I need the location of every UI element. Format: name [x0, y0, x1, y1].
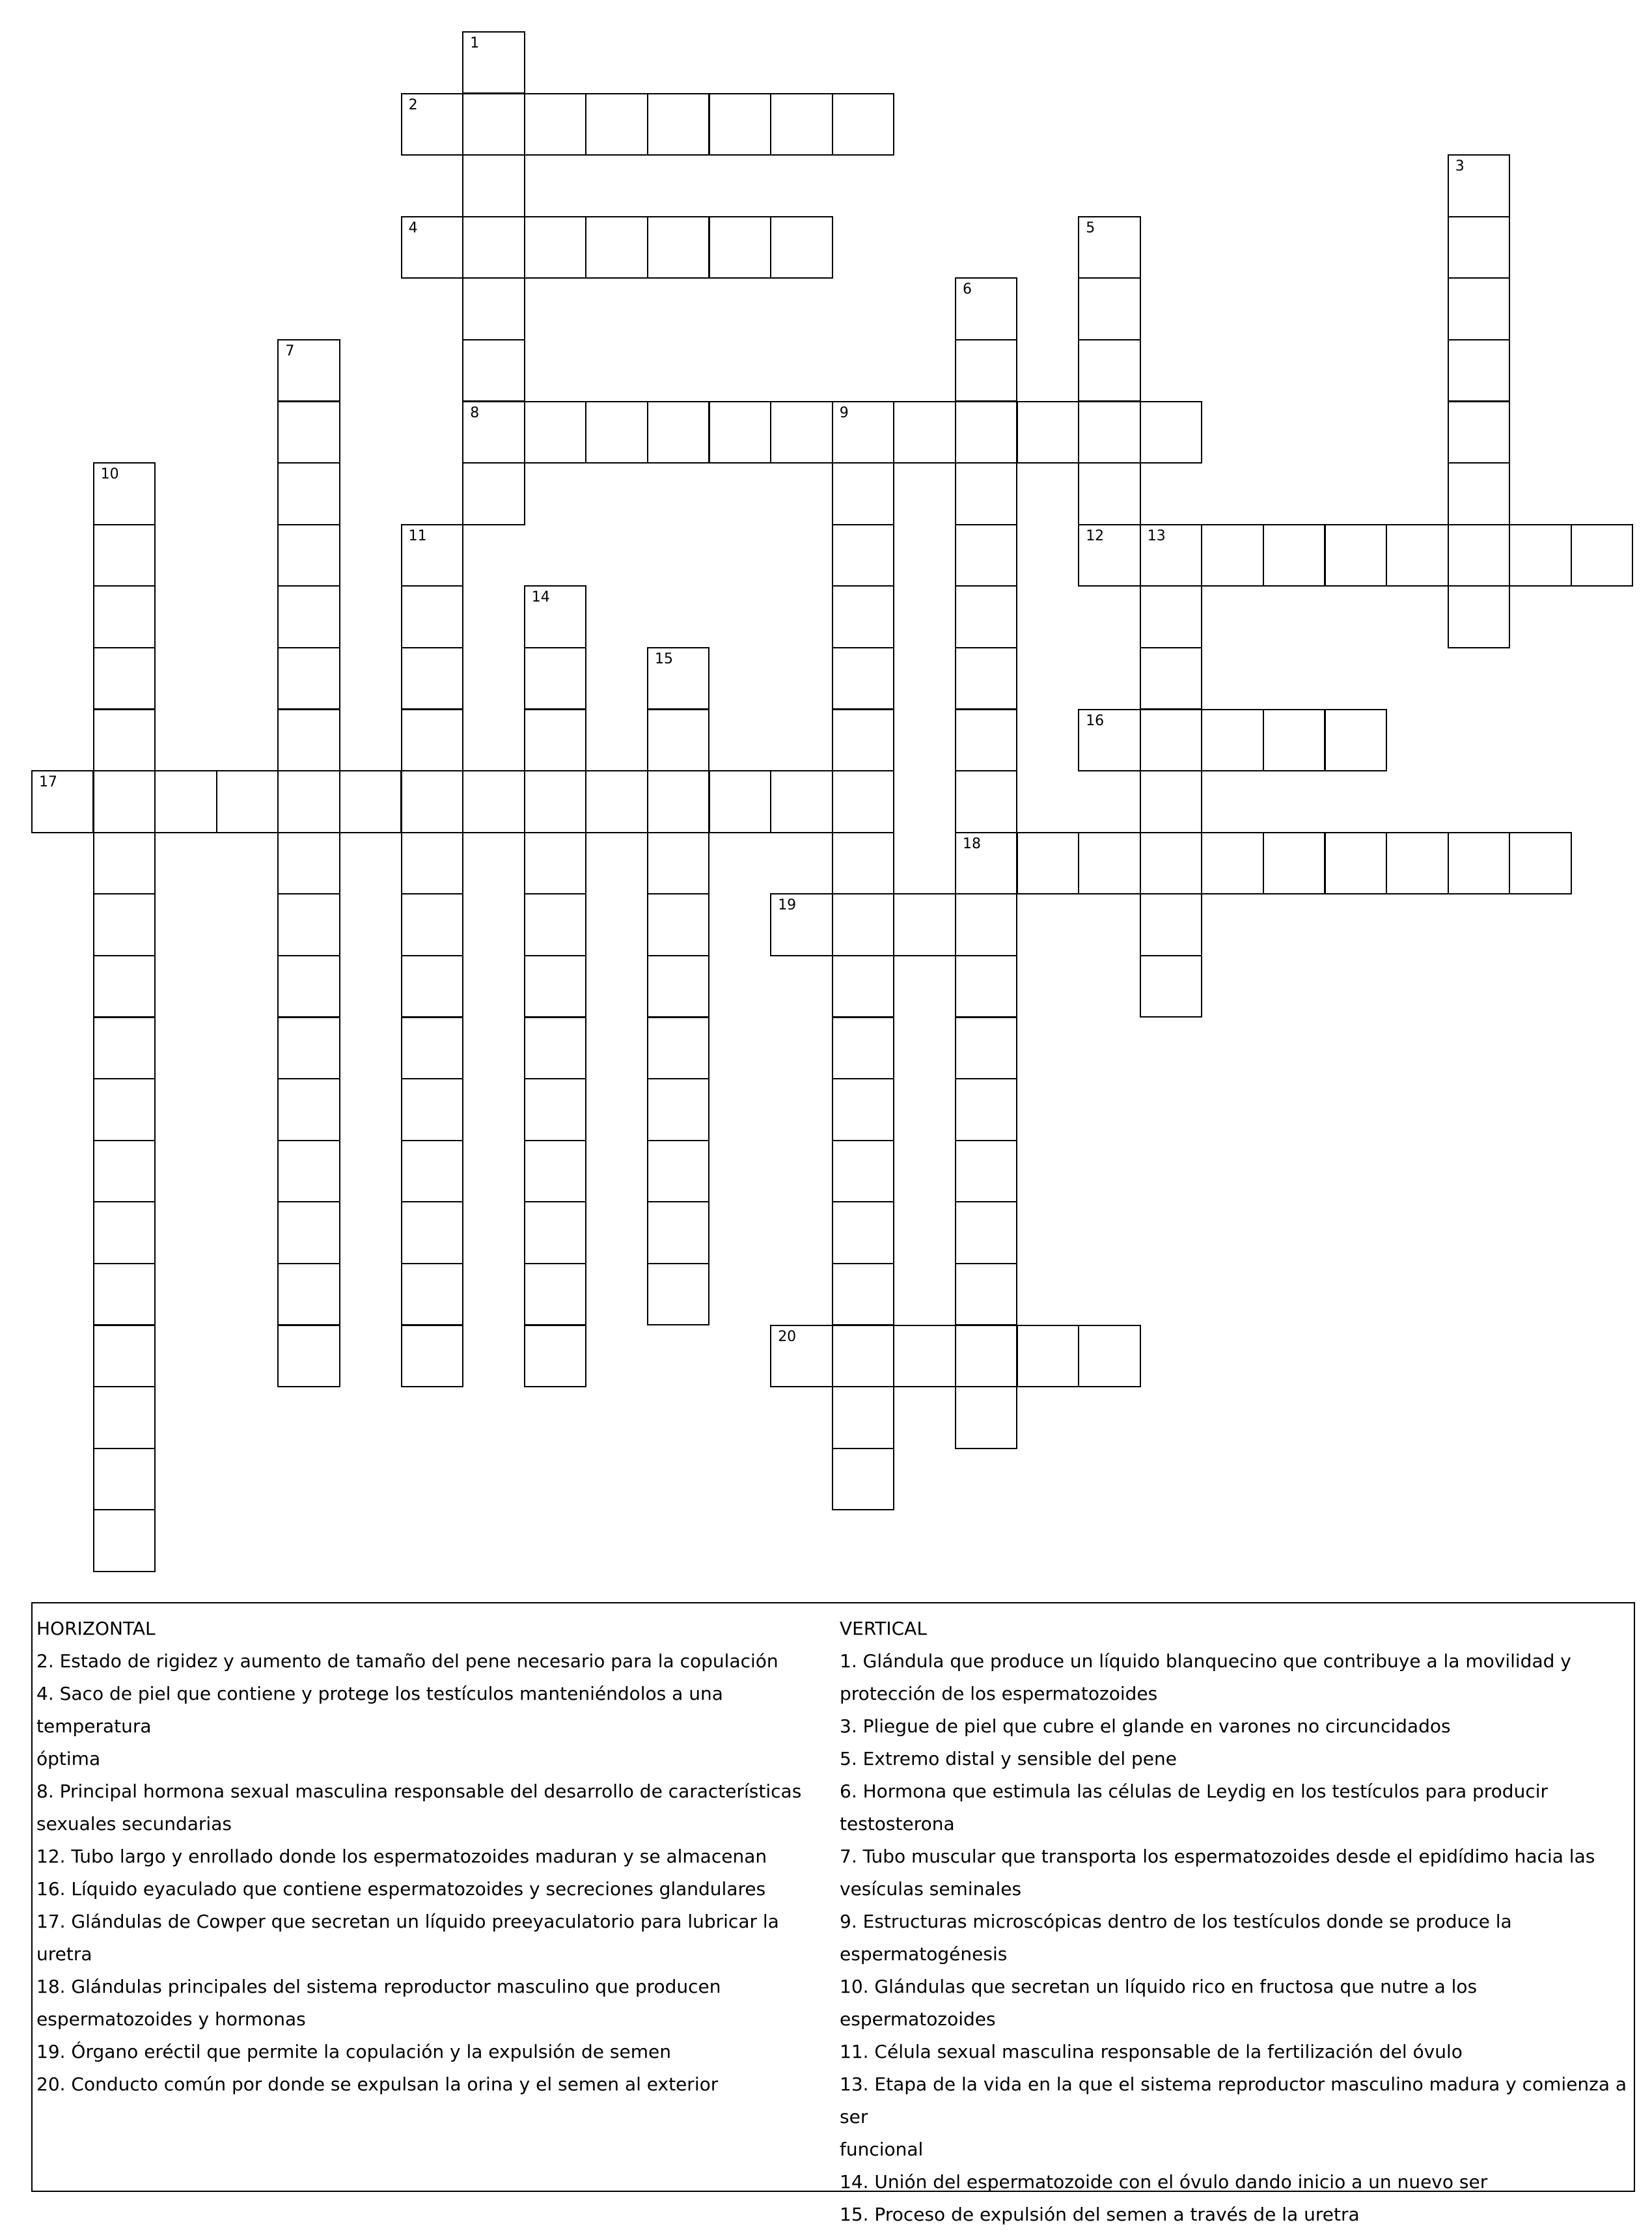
vertical-clues — [840, 1613, 1631, 2231]
crossword-cell[interactable] — [709, 216, 771, 279]
crossword-cell[interactable] — [893, 893, 956, 956]
crossword-cell[interactable] — [277, 647, 340, 710]
crossword-cell[interactable] — [955, 1386, 1017, 1448]
crossword-cell[interactable] — [1263, 524, 1325, 587]
crossword-cell[interactable] — [1078, 462, 1140, 525]
crossword-cell[interactable] — [647, 93, 709, 156]
clue-number: 11 — [408, 527, 427, 544]
crossword-cell[interactable] — [585, 401, 648, 464]
crossword-cell[interactable] — [401, 832, 463, 894]
clue-number: 9 — [839, 404, 849, 421]
crossword-cell[interactable] — [585, 93, 648, 156]
crossword-cell[interactable] — [93, 1263, 156, 1325]
crossword-cell[interactable] — [462, 770, 525, 833]
crossword-cell[interactable] — [955, 893, 1017, 956]
crossword-cell[interactable] — [1509, 832, 1571, 894]
crossword-cell[interactable] — [1448, 339, 1510, 402]
horizontal-clue-line: óptima — [36, 1748, 101, 1769]
crossword-cell[interactable] — [1078, 277, 1140, 340]
crossword-cell[interactable] — [955, 1263, 1017, 1325]
crossword-cell[interactable] — [524, 893, 586, 956]
crossword-cell[interactable] — [1140, 955, 1202, 1018]
vertical-clue-line: 14. Unión del espermatozoide con el óvulo dando inicio a un nuevo ser — [840, 2171, 1488, 2193]
crossword-cell[interactable] — [524, 1140, 586, 1202]
horizontal-clue-line: 4. Saco de piel que contiene y protege los testículos manteniéndolos a una temperatura — [36, 1683, 723, 1737]
crossword-cell[interactable] — [1386, 832, 1448, 894]
crossword-cell[interactable] — [524, 647, 586, 710]
crossword-cell[interactable] — [401, 770, 463, 833]
horizontal-clue-list — [36, 1645, 837, 2101]
crossword-cell[interactable] — [1571, 524, 1633, 587]
clue-number: 5 — [1086, 219, 1095, 236]
crossword-cell[interactable] — [462, 93, 525, 156]
crossword-cell[interactable] — [832, 647, 894, 710]
crossword-cell[interactable] — [955, 1201, 1017, 1264]
crossword-cell[interactable] — [524, 1017, 586, 1079]
crossword-cell[interactable] — [955, 401, 1017, 464]
crossword-cell[interactable] — [1078, 401, 1140, 464]
vertical-clue-line: protección de los espermatozoides — [840, 1683, 1158, 1704]
horizontal-clue-line: 8. Principal hormona sexual masculina responsable del desarrollo de características — [36, 1781, 802, 1802]
crossword-cell[interactable] — [955, 585, 1017, 648]
crossword-cell[interactable] — [462, 216, 525, 279]
crossword-cell[interactable] — [462, 277, 525, 340]
horizontal-clue-line: 12. Tubo largo y enrollado donde los espermatozoides maduran y se almacenan — [36, 1846, 767, 1867]
clue-number: 1 — [470, 35, 480, 51]
crossword-cell[interactable] — [93, 647, 156, 710]
crossword-cell[interactable] — [955, 1140, 1017, 1202]
crossword-cell[interactable] — [893, 401, 956, 464]
crossword-cell[interactable] — [1448, 524, 1510, 587]
horizontal-heading: HORIZONTAL — [36, 1618, 156, 1639]
crossword-cell[interactable] — [1263, 709, 1325, 771]
crossword-cell[interactable] — [277, 893, 340, 956]
crossword-cell[interactable] — [93, 1201, 156, 1264]
crossword-cell-6[interactable] — [955, 277, 1017, 340]
clue-number: 13 — [1147, 527, 1166, 544]
vertical-clue-line: espermatogénesis — [840, 1943, 1008, 1965]
clue-number: 16 — [1086, 712, 1105, 729]
crossword-cell-12[interactable] — [1078, 524, 1140, 587]
crossword-cell[interactable] — [647, 216, 709, 279]
crossword-cell[interactable] — [462, 462, 525, 525]
crossword-cell-17[interactable] — [31, 770, 94, 833]
vertical-clue-line: 9. Estructuras microscópicas dentro de los testículos donde se produce la — [840, 1911, 1512, 1932]
crossword-cell[interactable] — [401, 585, 463, 648]
horizontal-clue-line: espermatozoides y hormonas — [36, 2008, 306, 2030]
horizontal-clue-line: 2. Estado de rigidez y aumento de tamaño del pene necesario para la copulación — [36, 1650, 778, 1672]
crossword-cell[interactable] — [401, 893, 463, 956]
crossword-cell[interactable] — [277, 1017, 340, 1079]
crossword-cell-1[interactable] — [462, 31, 525, 94]
clue-number: 7 — [285, 343, 295, 359]
crossword-cell[interactable] — [832, 93, 894, 156]
clue-number: 3 — [1455, 158, 1465, 175]
crossword-cell[interactable] — [277, 524, 340, 587]
crossword-cell[interactable] — [524, 955, 586, 1018]
crossword-cell[interactable] — [832, 1386, 894, 1448]
crossword-cell[interactable] — [832, 770, 894, 833]
vertical-clue-line: 10. Glándulas que secretan un líquido rico en fructosa que nutre a los espermatozoides — [840, 1976, 1478, 2030]
crossword-cell[interactable] — [1325, 524, 1387, 587]
horizontal-clues — [36, 1613, 837, 2101]
vertical-clue-line: 3. Pliegue de piel que cubre el glande en varones no circuncidados — [840, 1715, 1451, 1737]
crossword-cell[interactable] — [1017, 401, 1079, 464]
crossword-cell[interactable] — [277, 770, 340, 833]
crossword-cell[interactable] — [524, 832, 586, 894]
crossword-cell-15[interactable] — [647, 647, 709, 710]
crossword-cell[interactable] — [832, 1017, 894, 1079]
horizontal-clue-line: 17. Glándulas de Cowper que secretan un líquido preeyaculatorio para lubricar la uretra — [36, 1911, 779, 1965]
crossword-cell-16[interactable] — [1078, 709, 1140, 771]
crossword-cell[interactable] — [832, 1263, 894, 1325]
crossword-cell-13[interactable] — [1140, 524, 1202, 587]
crossword-cell[interactable] — [93, 1017, 156, 1079]
crossword-cell[interactable] — [277, 1201, 340, 1264]
crossword-cell[interactable] — [955, 339, 1017, 402]
vertical-clue-line: 5. Extremo distal y sensible del pene — [840, 1748, 1177, 1769]
crossword-cell[interactable] — [647, 1263, 709, 1325]
vertical-clue-line: 13. Etapa de la vida en la que el sistema reproductor masculino madura y comienza a ser — [840, 2073, 1627, 2127]
crossword-cell[interactable] — [1386, 524, 1448, 587]
crossword-cell[interactable] — [647, 955, 709, 1018]
crossword-cell[interactable] — [955, 462, 1017, 525]
clue-number: 10 — [100, 466, 119, 483]
crossword-cell[interactable] — [647, 1140, 709, 1202]
crossword-cell[interactable] — [647, 893, 709, 956]
crossword-cell-20[interactable] — [770, 1325, 833, 1387]
crossword-cell-18[interactable] — [955, 832, 1017, 894]
crossword-cell[interactable] — [709, 93, 771, 156]
crossword-cell[interactable] — [401, 647, 463, 710]
crossword-cell[interactable] — [401, 1201, 463, 1264]
crossword-cell[interactable] — [339, 770, 402, 833]
crossword-cell[interactable] — [93, 524, 156, 587]
crossword-cell[interactable] — [832, 893, 894, 956]
crossword-cell[interactable] — [277, 1325, 340, 1387]
crossword-cell[interactable] — [832, 585, 894, 648]
crossword-cell-10[interactable] — [93, 462, 156, 525]
crossword-cell[interactable] — [524, 1263, 586, 1325]
horizontal-clue-line: 19. Órgano eréctil que permite la copulación y la expulsión de semen — [36, 2041, 671, 2062]
crossword-cell[interactable] — [955, 1078, 1017, 1141]
horizontal-clue-line: 20. Conducto común por donde se expulsan la orina y el semen al exterior — [36, 2073, 719, 2095]
crossword-cell-4[interactable] — [401, 216, 463, 279]
crossword-cell[interactable] — [832, 955, 894, 1018]
crossword-cell[interactable] — [955, 709, 1017, 771]
crossword-cell[interactable] — [709, 770, 771, 833]
crossword-cell[interactable] — [277, 832, 340, 894]
crossword-cell[interactable] — [955, 1017, 1017, 1079]
crossword-cell[interactable] — [93, 1386, 156, 1448]
vertical-clue-line: funcional — [840, 2139, 924, 2160]
crossword-cell[interactable] — [770, 401, 833, 464]
crossword-cell[interactable] — [832, 1448, 894, 1510]
crossword-cell[interactable] — [1140, 647, 1202, 710]
crossword-cell[interactable] — [955, 955, 1017, 1018]
crossword-cell[interactable] — [93, 770, 156, 833]
crossword-cell[interactable] — [216, 770, 279, 833]
vertical-clue-line: vesículas seminales — [840, 1878, 1022, 1900]
crossword-cell[interactable] — [1140, 832, 1202, 894]
crossword-cell[interactable] — [647, 1078, 709, 1141]
clue-number: 12 — [1086, 527, 1105, 544]
crossword-cell[interactable] — [524, 401, 586, 464]
crossword-cell[interactable] — [1140, 401, 1202, 464]
crossword-cell-7[interactable] — [277, 339, 340, 402]
crossword-cell[interactable] — [277, 709, 340, 771]
vertical-clue-line: 1. Glándula que produce un líquido blanquecino que contribuye a la movilidad y — [840, 1650, 1571, 1672]
crossword-cell[interactable] — [1448, 585, 1510, 648]
crossword-cell[interactable] — [1201, 709, 1263, 771]
crossword-cell[interactable] — [93, 1509, 156, 1572]
crossword-cell[interactable] — [93, 1325, 156, 1387]
crossword-cell[interactable] — [93, 1078, 156, 1141]
crossword-cell-5[interactable] — [1078, 216, 1140, 279]
crossword-cell[interactable] — [401, 1017, 463, 1079]
crossword-cell[interactable] — [93, 709, 156, 771]
crossword-cell[interactable] — [93, 955, 156, 1018]
crossword-cell[interactable] — [1140, 709, 1202, 771]
clues-panel — [31, 1602, 1635, 2225]
crossword-cell[interactable] — [1325, 709, 1387, 771]
crossword-cell[interactable] — [401, 709, 463, 771]
clue-number: 19 — [778, 897, 797, 914]
crossword-cell-14[interactable] — [524, 585, 586, 648]
crossword-cell[interactable] — [832, 709, 894, 771]
crossword-cell[interactable] — [585, 216, 648, 279]
crossword-cell[interactable] — [647, 401, 709, 464]
crossword-cell[interactable] — [1448, 832, 1510, 894]
crossword-cell[interactable] — [1078, 1325, 1140, 1387]
crossword-cell[interactable] — [154, 770, 217, 833]
vertical-clue-line: 6. Hormona que estimula las células de Leydig en los testículos para producir — [840, 1781, 1549, 1802]
crossword-cell[interactable] — [93, 893, 156, 956]
crossword-cell-3[interactable] — [1448, 154, 1510, 217]
crossword-cell[interactable] — [277, 585, 340, 648]
crossword-cell[interactable] — [955, 770, 1017, 833]
crossword-cell[interactable] — [770, 93, 833, 156]
crossword-cell[interactable] — [93, 1448, 156, 1510]
clue-number: 2 — [408, 96, 418, 113]
vertical-clue-line: 7. Tubo muscular que transporta los espermatozoides desde el epidídimo hacia las — [840, 1846, 1595, 1867]
crossword-cell[interactable] — [1509, 524, 1571, 587]
clue-number: 6 — [963, 281, 972, 298]
crossword-cell[interactable] — [524, 1201, 586, 1264]
crossword-cell[interactable] — [277, 1263, 340, 1325]
crossword-cell[interactable] — [893, 1325, 956, 1387]
clue-number: 17 — [39, 774, 57, 791]
crossword-cell[interactable] — [832, 1325, 894, 1387]
crossword-cell[interactable] — [1448, 277, 1510, 340]
crossword-cell[interactable] — [1448, 462, 1510, 525]
horizontal-clue-line: 16. Líquido eyaculado que contiene espermatozoides y secreciones glandulares — [36, 1878, 766, 1900]
crossword-cell-8[interactable] — [462, 401, 525, 464]
crossword-cell[interactable] — [647, 1201, 709, 1264]
crossword-cell[interactable] — [1078, 339, 1140, 402]
crossword-cell[interactable] — [277, 1140, 340, 1202]
crossword-cell[interactable] — [1448, 401, 1510, 464]
crossword-cell[interactable] — [462, 154, 525, 217]
crossword-cell[interactable] — [401, 955, 463, 1018]
crossword-cell-2[interactable] — [401, 93, 463, 156]
crossword-cell[interactable] — [955, 524, 1017, 587]
clue-number: 14 — [531, 589, 550, 606]
crossword-cell[interactable] — [770, 770, 833, 833]
crossword-cell[interactable] — [1017, 1325, 1079, 1387]
crossword-cell[interactable] — [1017, 832, 1079, 894]
crossword-cell[interactable] — [955, 1325, 1017, 1387]
vertical-heading: VERTICAL — [840, 1618, 927, 1639]
vertical-clue-line: 11. Célula sexual masculina responsable de la fertilización del óvulo — [840, 2041, 1463, 2062]
crossword-cell[interactable] — [524, 216, 586, 279]
crossword-cell[interactable] — [1448, 216, 1510, 279]
crossword-cell[interactable] — [1140, 770, 1202, 833]
crossword-cell[interactable] — [832, 832, 894, 894]
horizontal-clue-line: 18. Glándulas principales del sistema reproductor masculino que producen — [36, 1976, 721, 1997]
crossword-cell-19[interactable] — [770, 893, 833, 956]
crossword-cell[interactable] — [1263, 832, 1325, 894]
crossword-cell[interactable] — [709, 401, 771, 464]
crossword-cell[interactable] — [93, 832, 156, 894]
vertical-clue-line: testosterona — [840, 1813, 955, 1835]
crossword-cell[interactable] — [524, 1078, 586, 1141]
crossword-cell[interactable] — [462, 339, 525, 402]
crossword-cell[interactable] — [524, 1325, 586, 1387]
crossword-cell[interactable] — [832, 1078, 894, 1141]
crossword-cell[interactable] — [647, 709, 709, 771]
crossword-cell[interactable] — [832, 1201, 894, 1264]
clue-number: 8 — [470, 404, 480, 421]
vertical-clue-line: 15. Proceso de expulsión del semen a través de la uretra — [840, 2204, 1360, 2225]
crossword-cell[interactable] — [1140, 585, 1202, 648]
crossword-cell[interactable] — [277, 401, 340, 464]
crossword-cell[interactable] — [524, 93, 586, 156]
crossword-cell[interactable] — [585, 770, 648, 833]
crossword-cell[interactable] — [524, 770, 586, 833]
crossword-cell[interactable] — [277, 955, 340, 1018]
crossword-cell[interactable] — [277, 1078, 340, 1141]
crossword-cell[interactable] — [401, 1078, 463, 1141]
crossword-cell[interactable] — [93, 1140, 156, 1202]
crossword-cell[interactable] — [401, 1325, 463, 1387]
crossword-cell[interactable] — [770, 216, 833, 279]
crossword-cell[interactable] — [647, 832, 709, 894]
crossword-cell[interactable] — [277, 462, 340, 525]
crossword-cell[interactable] — [401, 1263, 463, 1325]
clue-number: 18 — [963, 835, 981, 852]
crossword-cell-11[interactable] — [401, 524, 463, 587]
crossword-cell[interactable] — [1201, 832, 1263, 894]
horizontal-clue-line: sexuales secundarias — [36, 1813, 232, 1835]
crossword-cell[interactable] — [647, 1017, 709, 1079]
crossword-cell-9[interactable] — [832, 401, 894, 464]
clue-number: 20 — [778, 1328, 797, 1345]
crossword-cell[interactable] — [832, 462, 894, 525]
crossword-cell[interactable] — [1201, 524, 1263, 587]
crossword-cell[interactable] — [1140, 893, 1202, 956]
vertical-clue-list — [840, 1645, 1631, 2231]
crossword-cell[interactable] — [524, 709, 586, 771]
crossword-cell[interactable] — [1325, 832, 1387, 894]
crossword-cell[interactable] — [832, 1140, 894, 1202]
clue-number: 15 — [655, 651, 673, 667]
crossword-cell[interactable] — [1078, 832, 1140, 894]
crossword-cell[interactable] — [401, 1140, 463, 1202]
crossword-cell[interactable] — [955, 647, 1017, 710]
crossword-cell[interactable] — [647, 770, 709, 833]
crossword-cell[interactable] — [832, 524, 894, 587]
crossword-cell[interactable] — [93, 585, 156, 648]
clue-number: 4 — [408, 219, 418, 236]
